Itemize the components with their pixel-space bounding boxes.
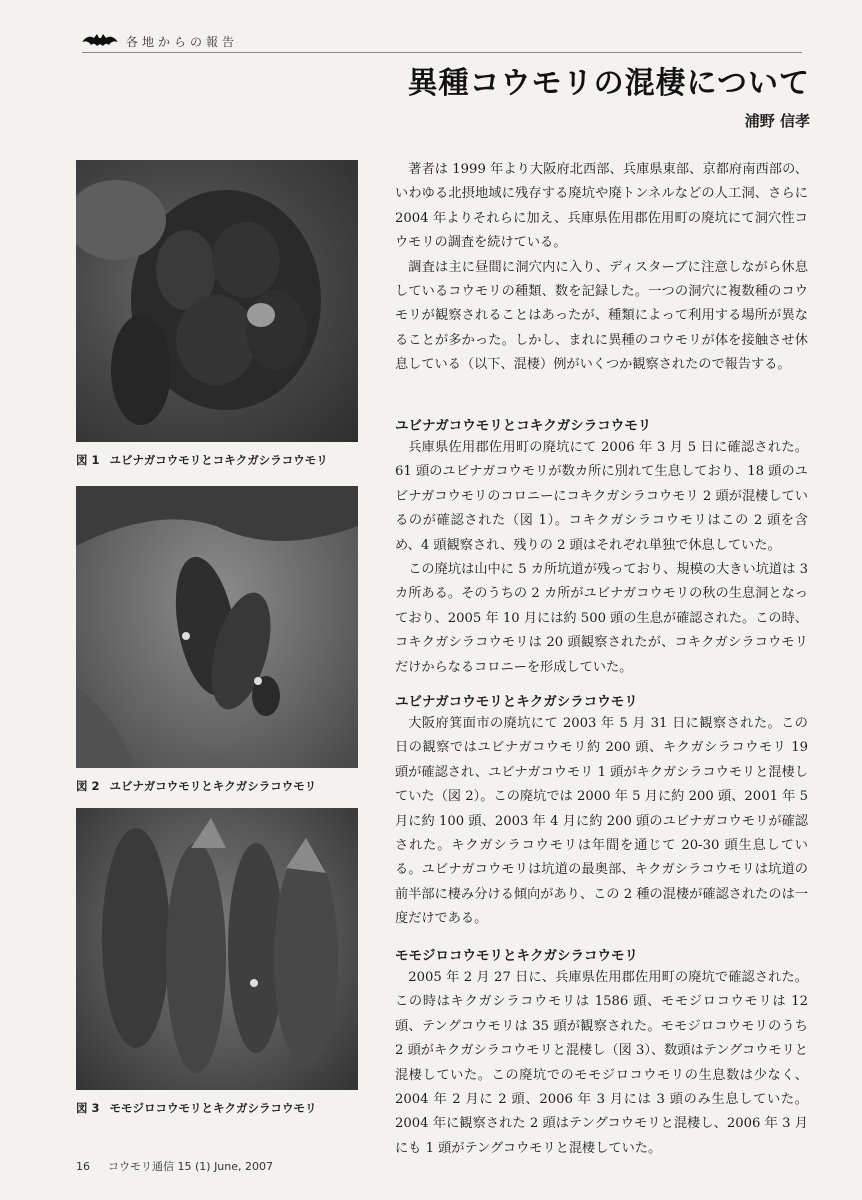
intro-paragraph: 調査は主に昼間に洞穴内に入り、ディスターブに注意しながら休息しているコウモリの種類、数を記録した。一つの洞穴に複数種のコウモリが観察されることはあったが、種類によって利用する場所が異なることが多かった。しかし、まれに異種のコウモリが体を接触させ休息している（以下、混棲）例がいくつか観察されたので報告する。 [395, 259, 808, 373]
page-number: 16 [76, 1160, 90, 1173]
section-3-paragraph: 2005 年 2 月 27 日に、兵庫県佐用郡佐用町の廃坑で確認された。この時はキクガシラコウモリは 1586 頭、モモジロコウモリは 12 頭、テングコウモリは 35 頭が観察された。モモジロコウモリのうち 2 頭がキクガシラコウモリと混棲し（図 3）、数頭はテングコウモリと混棲していた。この廃坑でのモモジロコウモリの生息数は少なく、2004 年 2 月に 2 頭、2006 年 3 月には 3 頭のみ生息していた。2004 年に観察された 2 頭はテングコウモリと混棲し、2006 年 3 月にも 1 頭がテングコウモリと混棲していた。 [395, 970, 808, 1156]
section-2-text [395, 712, 808, 932]
section-3-text [395, 966, 808, 1161]
figure-1-caption [76, 452, 358, 468]
figure-3-number: 図 3 [76, 1101, 100, 1115]
page-footer [76, 1158, 476, 1174]
article-title: 異種コウモリの混棲について [407, 66, 810, 101]
section-2-heading: ユビナガコウモリとキクガシラコウモリ [395, 694, 638, 710]
journal-citation: コウモリ通信 15 (1) June, 2007 [108, 1160, 274, 1173]
section-2-paragraph: 大阪府箕面市の廃坑にて 2003 年 5 月 31 日に観察された。この日の観察ではユビナガコウモリ約 200 頭、キクガシラコウモリ 19 頭が確認され、ユビナガコウモリ 1 頭がキクガシラコウモリと混棲していた（図 2）。この廃坑では 2000 年 5 月に約 200 頭、2001 年 5 月に約 100 頭、2003 年 4 月に約 200 頭のユビナガコウモリが確認された。キクガシラコウモリは年間を通じて 20-30 頭生息している。ユビナガコウモリは坑道の最奥部、キクガシラコウモリは坑道の前半部に棲み分ける傾向があり、この 2 種の混棲が確認されたのは一度だけである。 [395, 716, 808, 927]
section-3-heading: モモジロコウモリとキクガシラコウモリ [395, 948, 638, 964]
header-rule [82, 52, 802, 53]
figure-2-photo [76, 486, 358, 768]
figure-2 [76, 486, 358, 794]
intro-text [395, 158, 808, 378]
section-1-paragraph: 兵庫県佐用郡佐用町の廃坑にて 2006 年 3 月 5 日に確認された。61 頭のユビナガコウモリが数カ所に別れて生息しており、18 頭のユビナガコウモリのコロニーにコキクガシラコウモリ 2 頭が混棲しているのが確認された（図 1）。コキクガシラコウモリはこの 2 頭を含め、4 頭観察され、残りの 2 頭はそれぞれ単独で休息していた。 [395, 440, 808, 553]
author-name: 浦野 信孝 [744, 112, 810, 130]
figure-2-number: 図 2 [76, 779, 100, 793]
figure-2-text: ユビナガコウモリとキクガシラコウモリ [109, 779, 317, 793]
figure-3-photo [76, 808, 358, 1090]
figure-3-text: モモジロコウモリとキクガシラコウモリ [109, 1101, 317, 1115]
figure-1 [76, 160, 358, 468]
figure-1-text: ユビナガコウモリとコキクガシラコウモリ [109, 453, 328, 467]
figure-1-photo [76, 160, 358, 442]
section-header [82, 30, 802, 54]
figure-1-number: 図 1 [76, 453, 100, 467]
figure-3-caption [76, 1100, 358, 1116]
figure-2-caption [76, 778, 358, 794]
figure-3 [76, 808, 358, 1116]
section-1-paragraph: この廃坑は山中に 5 カ所坑道が残っており、規模の大きい坑道は 3 カ所ある。そのうちの 2 カ所がユビナガコウモリの秋の生息洞となっており、2005 年 10 月には約 500 頭の生息が確認された。この時、コキクガシラコウモリは 20 頭観察されたが、コキクガシラコウモリだけからなるコロニーを形成していた。 [395, 562, 808, 675]
intro-paragraph: 著者は 1999 年より大阪府北西部、兵庫県東部、京都府南西部の、いわゆる北摂地域に残存する廃坑や廃トンネルなどの人工洞、さらに 2004 年よりそれらに加え、兵庫県佐用郡佐用町の廃坑にて洞穴性コウモリの調査を続けている。 [395, 162, 808, 251]
section-1-heading: ユビナガコウモリとコキクガシラコウモリ [395, 418, 652, 434]
section-label: 各地からの報告 [126, 35, 239, 49]
section-1-text [395, 436, 808, 680]
bat-icon [82, 32, 118, 50]
